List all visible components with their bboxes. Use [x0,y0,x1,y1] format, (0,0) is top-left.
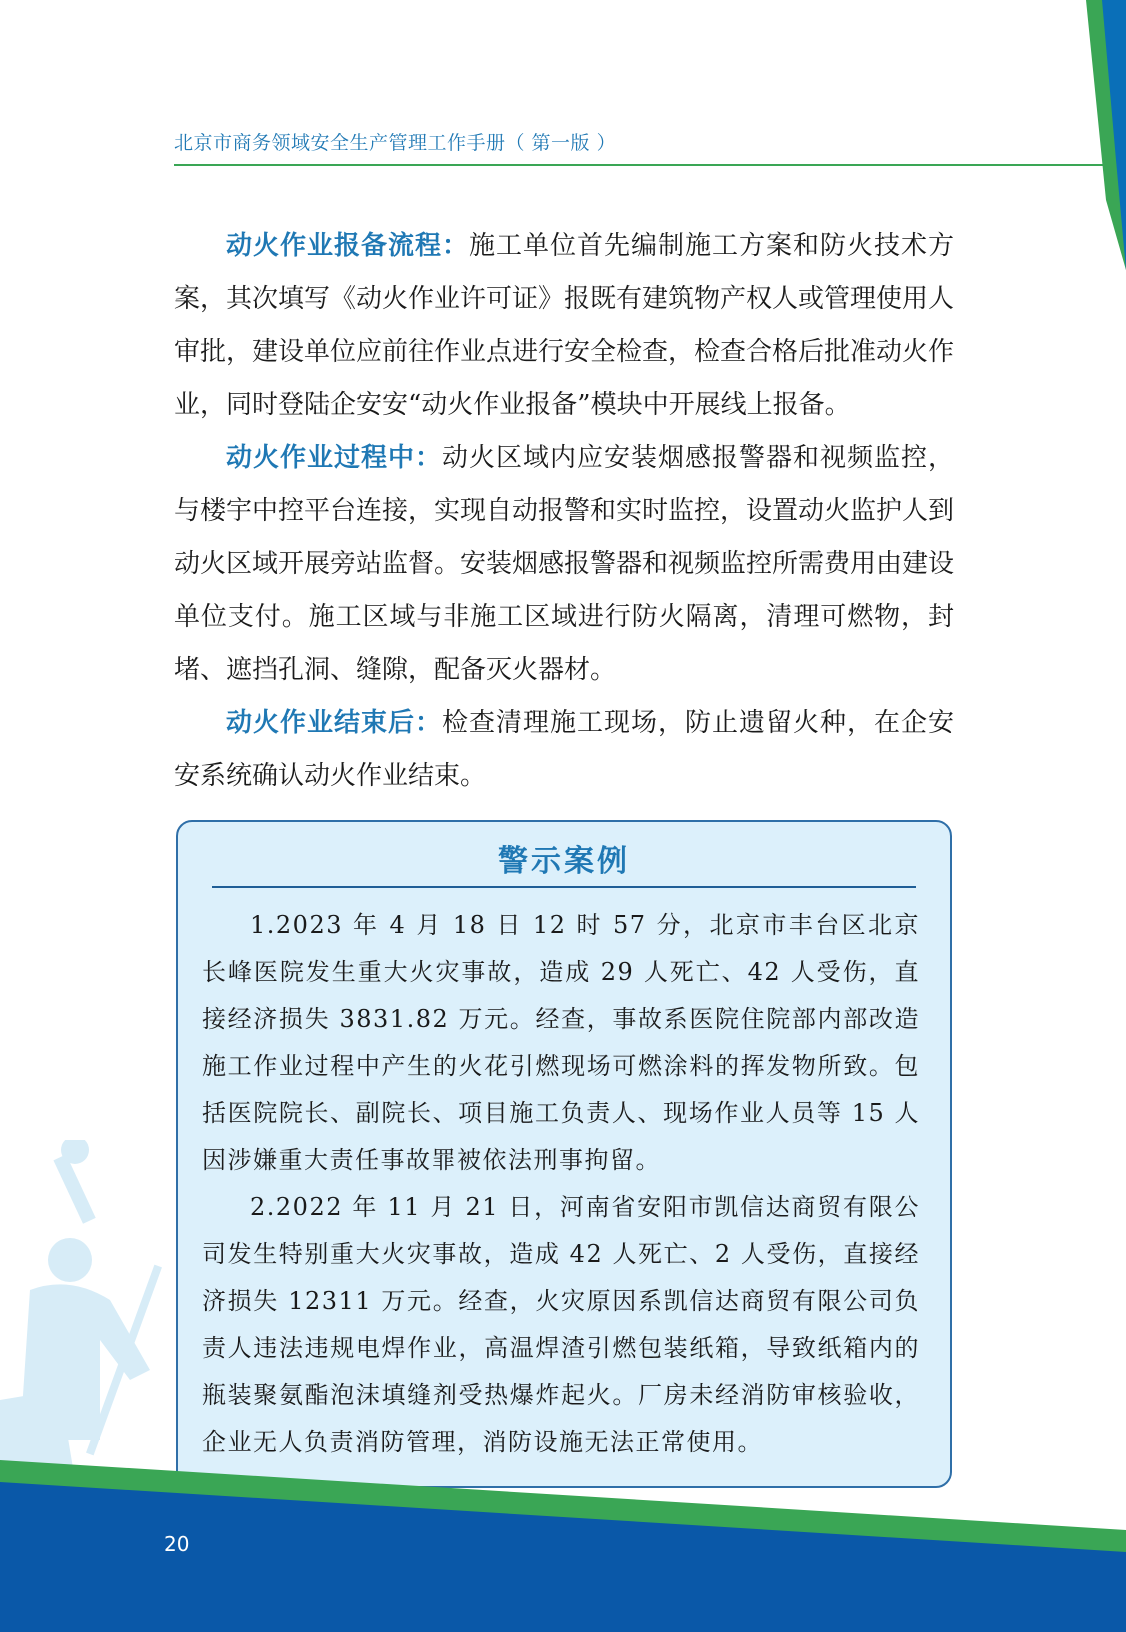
warning-case-item: 2.2022 年 11 月 21 日，河南省安阳市凯信达商贸有限公司发生特别重大火灾事故，造成 42 人死亡、2 人受伤，直接经济损失 12311 万元。经查，火灾原因系凯信达商贸有限公司负责人违法违规电焊作业，高温焊渣引燃包装纸箱，导致纸箱内的瓶装聚氨酯泡沫填缝剂受热爆炸起火。厂房未经消防审核验收，企业无人负责消防管理，消防设施无法正常使用。 [202,1193,920,1456]
paragraph-lead: 动火作业报备流程： [226,231,469,261]
paragraph-text: 动火区域内应安装烟感报警器和视频监控，与楼宇中控平台连接，实现自动报警和实时监控，设置动火监护人到动火区域开展旁站监督。安装烟感报警器和视频监控所需费用由建设单位支付。施工区域与非施工区域进行防火隔离，清理可燃物，封堵、遮挡孔洞、缝隙，配备灭火器材。 [174,443,955,685]
warning-case-item: 1.2023 年 4 月 18 日 12 时 57 分，北京市丰台区北京长峰医院发生重大火灾事故，造成 29 人死亡、42 人受伤，直接经济损失 3831.82 万元。经查，事故系医院住院部内部改造施工作业过程中产生的火花引燃现场可燃涂料的挥发物所致。包括医院院长、副院长、项目施工负责人、现场作业人员等 15 人因涉嫌重大责任事故罪被依法刑事拘留。 [202,911,920,1174]
paragraph-lead: 动火作业结束后： [226,708,442,738]
header-divider [174,164,1108,166]
paragraph-fire-during-work [174,432,954,697]
warning-case-list [202,902,920,1466]
running-header-title: 北京市商务领域安全生产管理工作手册（ 第一版 ） [174,132,617,154]
corner-decoration [1066,0,1126,270]
warning-case-title: 警示案例 [498,844,630,879]
paragraph-lead: 动火作业过程中： [226,443,442,473]
paragraph-text: 检查清理施工现场，防止遗留火种，在企安安系统确认动火作业结束。 [174,708,954,791]
warning-case-box [176,820,952,1488]
body-text [174,220,954,803]
paragraph-fire-report-process [174,220,954,432]
paragraph-fire-after-work [174,697,954,803]
page-number: 20 [164,1532,190,1556]
worker-silhouette-illustration [0,1140,200,1510]
warning-title-divider [212,886,916,888]
paragraph-text: 施工单位首先编制施工方案和防火技术方案，其次填写《动火作业许可证》报既有建筑物产权人或管理使用人审批，建设单位应前往作业点进行安全检查，检查合格后批准动火作业，同时登陆企安安“动火作业报备”模块中开展线上报备。 [174,231,955,420]
